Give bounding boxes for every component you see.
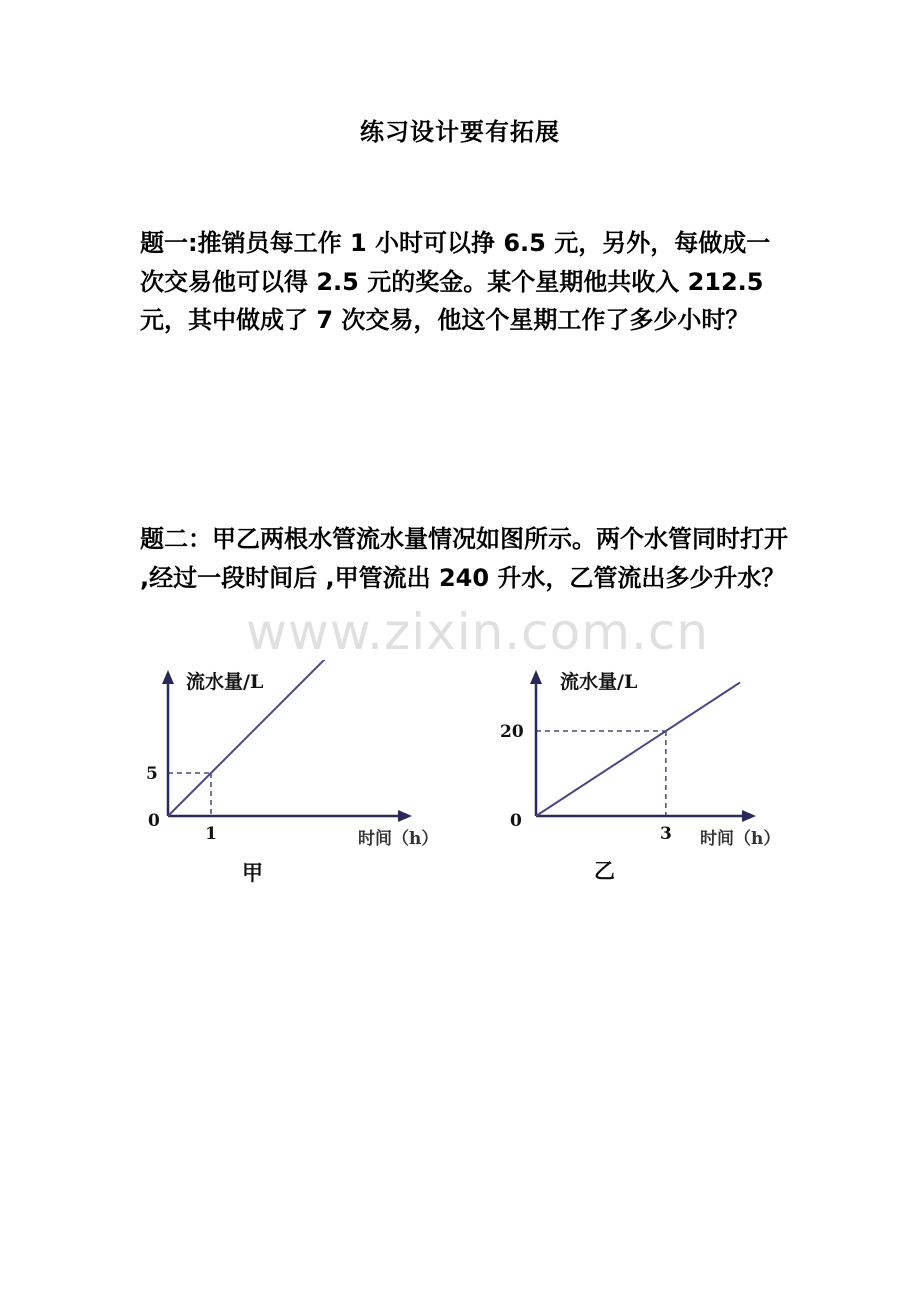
problem-two-text: 题二：甲乙两根水管流水量情况如图所示。两个水管同时打开 ,经过一段时间后 ,甲管流出 240 升水，乙管流出多少升水？ (140, 525, 788, 592)
x-tick-label: 1 (205, 824, 217, 844)
y-tick-label: 5 (146, 764, 158, 784)
chart-yi (494, 660, 804, 890)
x-axis-label: 时间（h） (700, 829, 781, 849)
origin-label: 0 (148, 811, 160, 831)
watermark-text: www.zixin.com.cn (246, 603, 710, 661)
y-axis-arrow (162, 670, 174, 684)
chart-caption: 乙 (594, 858, 615, 883)
page-title: 练习设计要有拓展 (360, 118, 560, 146)
y-axis-label: 流水量/L (186, 671, 264, 693)
x-tick-label: 3 (659, 824, 672, 844)
chart-jia (136, 660, 456, 890)
y-tick-label: 20 (500, 722, 524, 742)
problem-one-text: 题一:推销员每工作 1 小时可以挣 6.5 元，另外，每做成一次交易他可以得 2.5 元的奖金。某个星期他共收入 212.5 元，其中做成了 7 次交易，他这个星期工作了多少小时？ (140, 229, 771, 334)
y-axis-label: 流水量/L (560, 671, 638, 693)
x-axis-arrow (742, 810, 756, 822)
chart-caption: 甲 (242, 860, 263, 885)
origin-label: 0 (510, 811, 522, 831)
x-axis-label: 时间（h） (358, 829, 439, 849)
series-line (536, 683, 740, 816)
y-axis-arrow (530, 670, 542, 684)
x-axis-arrow (398, 810, 412, 822)
